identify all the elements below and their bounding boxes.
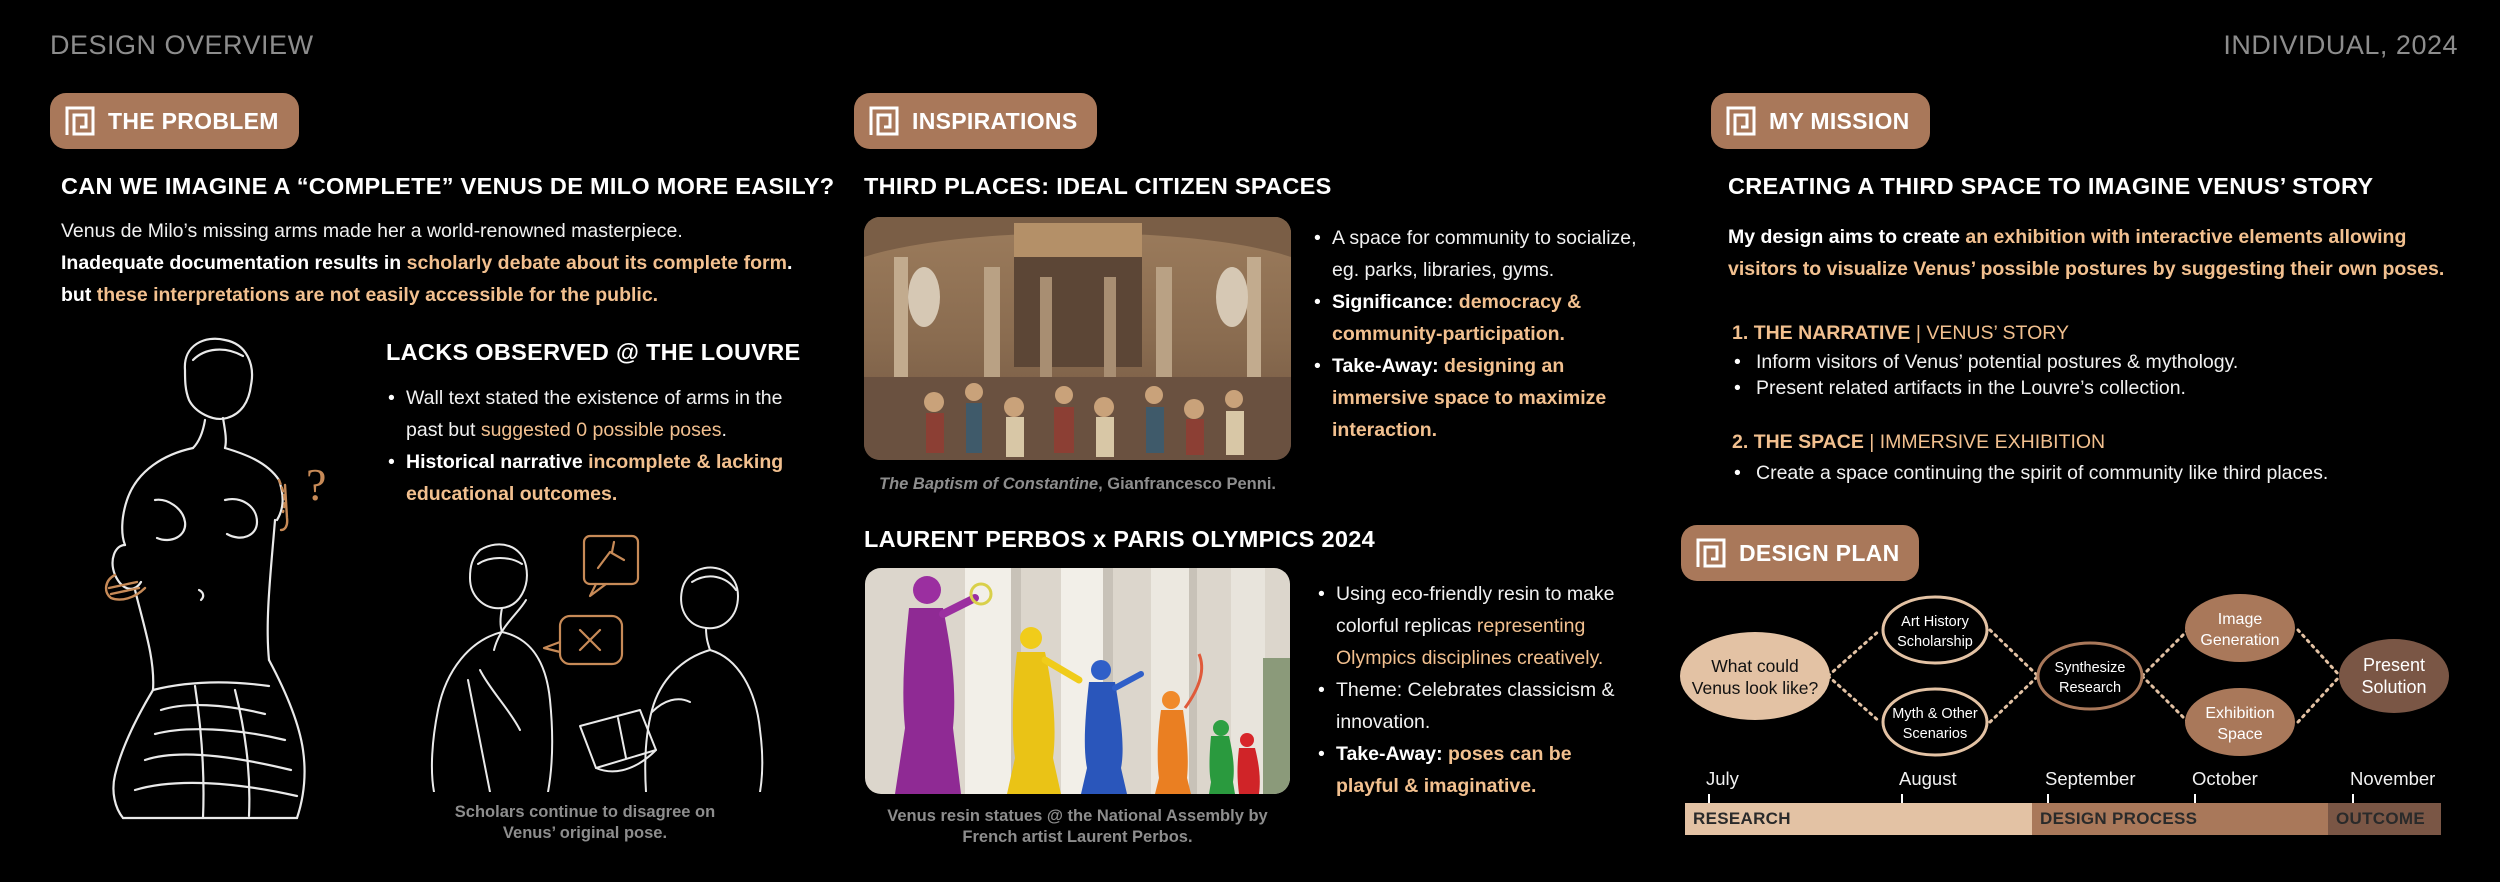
narrative-num: 1.: [1732, 322, 1749, 344]
node-image-generation: [2185, 594, 2295, 662]
perbos-item-2: • Theme: Celebrates classicism & innovation.: [1316, 674, 1636, 738]
problem-line-2a: Inadequate documentation results in: [61, 252, 407, 274]
month-november: November: [2350, 768, 2436, 789]
problem-line-1: Venus de Milo’s missing arms made her a world-renowned masterpiece.: [61, 220, 683, 242]
lacks-item-2a: Historical narrative: [406, 451, 589, 473]
phase-design-process: DESIGN PROCESS: [2032, 803, 2328, 835]
narrative-sub: VENUS’ STORY: [1926, 322, 2070, 344]
month-july: July: [1706, 768, 1739, 789]
perbos-item-1: [1316, 578, 1636, 674]
problem-line-2: [61, 247, 821, 279]
perbos-item-3a: Take-Away:: [1336, 743, 1448, 765]
mission-pill: [1711, 93, 1930, 149]
design-plan-pill-label: DESIGN PLAN: [1739, 539, 1900, 566]
mission-text: [1728, 221, 2448, 285]
node-art-line-1: Art History: [1901, 614, 1969, 630]
scholars-sketch-illustration: [420, 530, 770, 792]
project-type-label: INDIVIDUAL, 2024: [2223, 30, 2458, 60]
node-what-could-venus-look-like: [1680, 632, 1830, 720]
third-item-2b: democracy & community-participation.: [1332, 291, 1582, 345]
perbos-list: [1316, 578, 1636, 802]
painting-caption-title: The Baptism of Constantine: [879, 475, 1099, 493]
lacks-item-1b: suggested 0 possible poses: [480, 419, 722, 441]
node-present-line-1: Present: [2362, 655, 2426, 675]
perbos-item-1a: Using eco-friendly resin to make colorful replicas: [1336, 583, 1615, 637]
mission-title: CREATING A THIRD SPACE TO IMAGINE VENUS’ STORY: [1728, 173, 2374, 199]
problem-title: CAN WE IMAGINE A “COMPLETE” VENUS DE MILO MORE EASILY?: [61, 173, 835, 199]
venus-sketch-illustration: [75, 330, 355, 822]
node-image-line-2: Generation: [2200, 632, 2280, 649]
greek-key-icon: [1725, 105, 1757, 137]
perbos-item-1b: representing Olympics disciplines creatively.: [1336, 615, 1604, 669]
third-item-3a: Take-Away:: [1332, 355, 1444, 377]
node-synth-line-2: Research: [2058, 680, 2122, 696]
space-item-1: • Create a space continuing the spirit of community like third places.: [1732, 458, 2452, 488]
venus-statues-image: [865, 568, 1290, 794]
greek-key-icon: [868, 105, 900, 137]
node-art-history: [1883, 597, 1987, 663]
node-start-line-1: What could: [1711, 656, 1799, 676]
mission-space: [1732, 426, 2452, 488]
month-september: September: [2045, 768, 2136, 789]
third-item-2a: Significance:: [1332, 291, 1459, 313]
node-exhibition-space: [2185, 688, 2295, 756]
question-mark: ?: [306, 459, 327, 510]
node-exh-line-1: Exhibition: [2205, 705, 2275, 722]
problem-text: [61, 215, 821, 311]
narrative-item-1: • Inform visitors of Venus’ potential postures & mythology.: [1732, 349, 2452, 375]
scholars-caption-line-2: Venus’ original pose.: [502, 824, 668, 842]
lacks-item-1a: Wall text stated the existence of arms in the past but: [406, 387, 783, 441]
statues-caption: [865, 806, 1290, 848]
lacks-title: LACKS OBSERVED @ THE LOUVRE: [386, 339, 801, 365]
third-item-1: • A space for community to socialize, eg. parks, libraries, gyms.: [1312, 222, 1662, 286]
narrative-list: [1732, 349, 2452, 401]
node-myth-line-2: Scenarios: [1902, 726, 1968, 742]
lacks-item-2b: incomplete & lacking educational outcomes.: [406, 451, 784, 505]
mission-text-a: My design aims to create: [1728, 226, 1966, 248]
problem-line-2b: scholarly debate about its complete form: [406, 252, 787, 274]
node-synthesize-research: [2038, 643, 2142, 709]
space-sep: |: [1863, 431, 1880, 453]
greek-key-icon: [1695, 537, 1727, 569]
node-synth-line-1: Synthesize: [2054, 660, 2126, 676]
space-sub: IMMERSIVE EXHIBITION: [1879, 431, 2106, 453]
narrative-heading: [1732, 317, 2452, 349]
inspirations-pill: [854, 93, 1097, 149]
design-plan-pill: [1681, 525, 1919, 581]
month-october: October: [2192, 768, 2258, 789]
problem-line-3: [61, 279, 821, 311]
statues-caption-line-1: Venus resin statues @ the National Assembly by: [887, 807, 1268, 825]
space-num: 2.: [1732, 431, 1749, 453]
mission-narrative: [1732, 317, 2452, 401]
node-myth-line-1: Myth & Other: [1892, 706, 1978, 722]
node-art-line-2: Scholarship: [1897, 634, 1973, 650]
narrative-item-2: • Present related artifacts in the Louvre’s collection.: [1732, 375, 2452, 401]
lacks-list: [386, 382, 816, 510]
perbos-item-3b: poses can be playful & imaginative.: [1336, 743, 1572, 797]
problem-line-3a: but: [61, 284, 97, 306]
third-item-2: [1312, 286, 1662, 350]
scholars-caption-line-1: Scholars continue to disagree on: [454, 803, 716, 821]
node-exh-line-2: Space: [2217, 726, 2263, 743]
problem-pill-label: THE PROBLEM: [108, 107, 279, 134]
painting-caption-rest: , Gianfrancesco Penni.: [1098, 475, 1276, 493]
node-image-line-1: Image: [2217, 611, 2263, 628]
scholars-caption: [420, 802, 750, 844]
space-label: THE SPACE: [1753, 431, 1864, 453]
third-places-title: THIRD PLACES: IDEAL CITIZEN SPACES: [864, 173, 1332, 199]
lacks-item-2: [386, 446, 816, 510]
lacks-item-1: [386, 382, 816, 446]
mission-text-b: an exhibition with interactive elements allowing visitors to visualize Venus’ possible postures by suggesting their own poses.: [1728, 226, 2445, 280]
node-myth-scenarios: [1883, 689, 1987, 755]
phase-research: RESEARCH: [1685, 803, 2032, 835]
problem-line-3b: these interpretations are not easily accessible for the public.: [96, 284, 659, 306]
space-list: [1732, 458, 2452, 488]
narrative-sep: |: [1910, 322, 1927, 344]
painting-caption: [864, 474, 1291, 495]
problem-pill: [50, 93, 299, 149]
greek-key-icon: [64, 105, 96, 137]
perbos-title: LAURENT PERBOS x PARIS OLYMPICS 2024: [864, 526, 1375, 552]
problem-line-2c: .: [786, 252, 793, 274]
design-plan-flowchart: [1670, 590, 2460, 760]
phase-outcome: OUTCOME: [2328, 803, 2441, 835]
statues-caption-line-2: French artist Laurent Perbos.: [962, 828, 1193, 846]
month-august: August: [1899, 768, 1957, 789]
node-start-line-2: Venus look like?: [1691, 678, 1819, 698]
third-places-list: [1312, 222, 1662, 446]
baptism-painting-image: [864, 217, 1291, 460]
mission-pill-label: MY MISSION: [1769, 107, 1910, 134]
perbos-item-3: [1316, 738, 1636, 802]
overview-label: DESIGN OVERVIEW: [50, 30, 314, 60]
third-item-3: [1312, 350, 1662, 446]
node-present-solution: [2339, 639, 2449, 713]
lacks-item-1c: .: [721, 419, 727, 441]
node-present-line-2: Solution: [2361, 677, 2427, 697]
inspirations-pill-label: INSPIRATIONS: [912, 107, 1078, 134]
space-heading: [1732, 426, 2452, 458]
narrative-label: THE NARRATIVE: [1753, 322, 1911, 344]
third-item-3b: designing an immersive space to maximize interaction.: [1332, 355, 1607, 441]
